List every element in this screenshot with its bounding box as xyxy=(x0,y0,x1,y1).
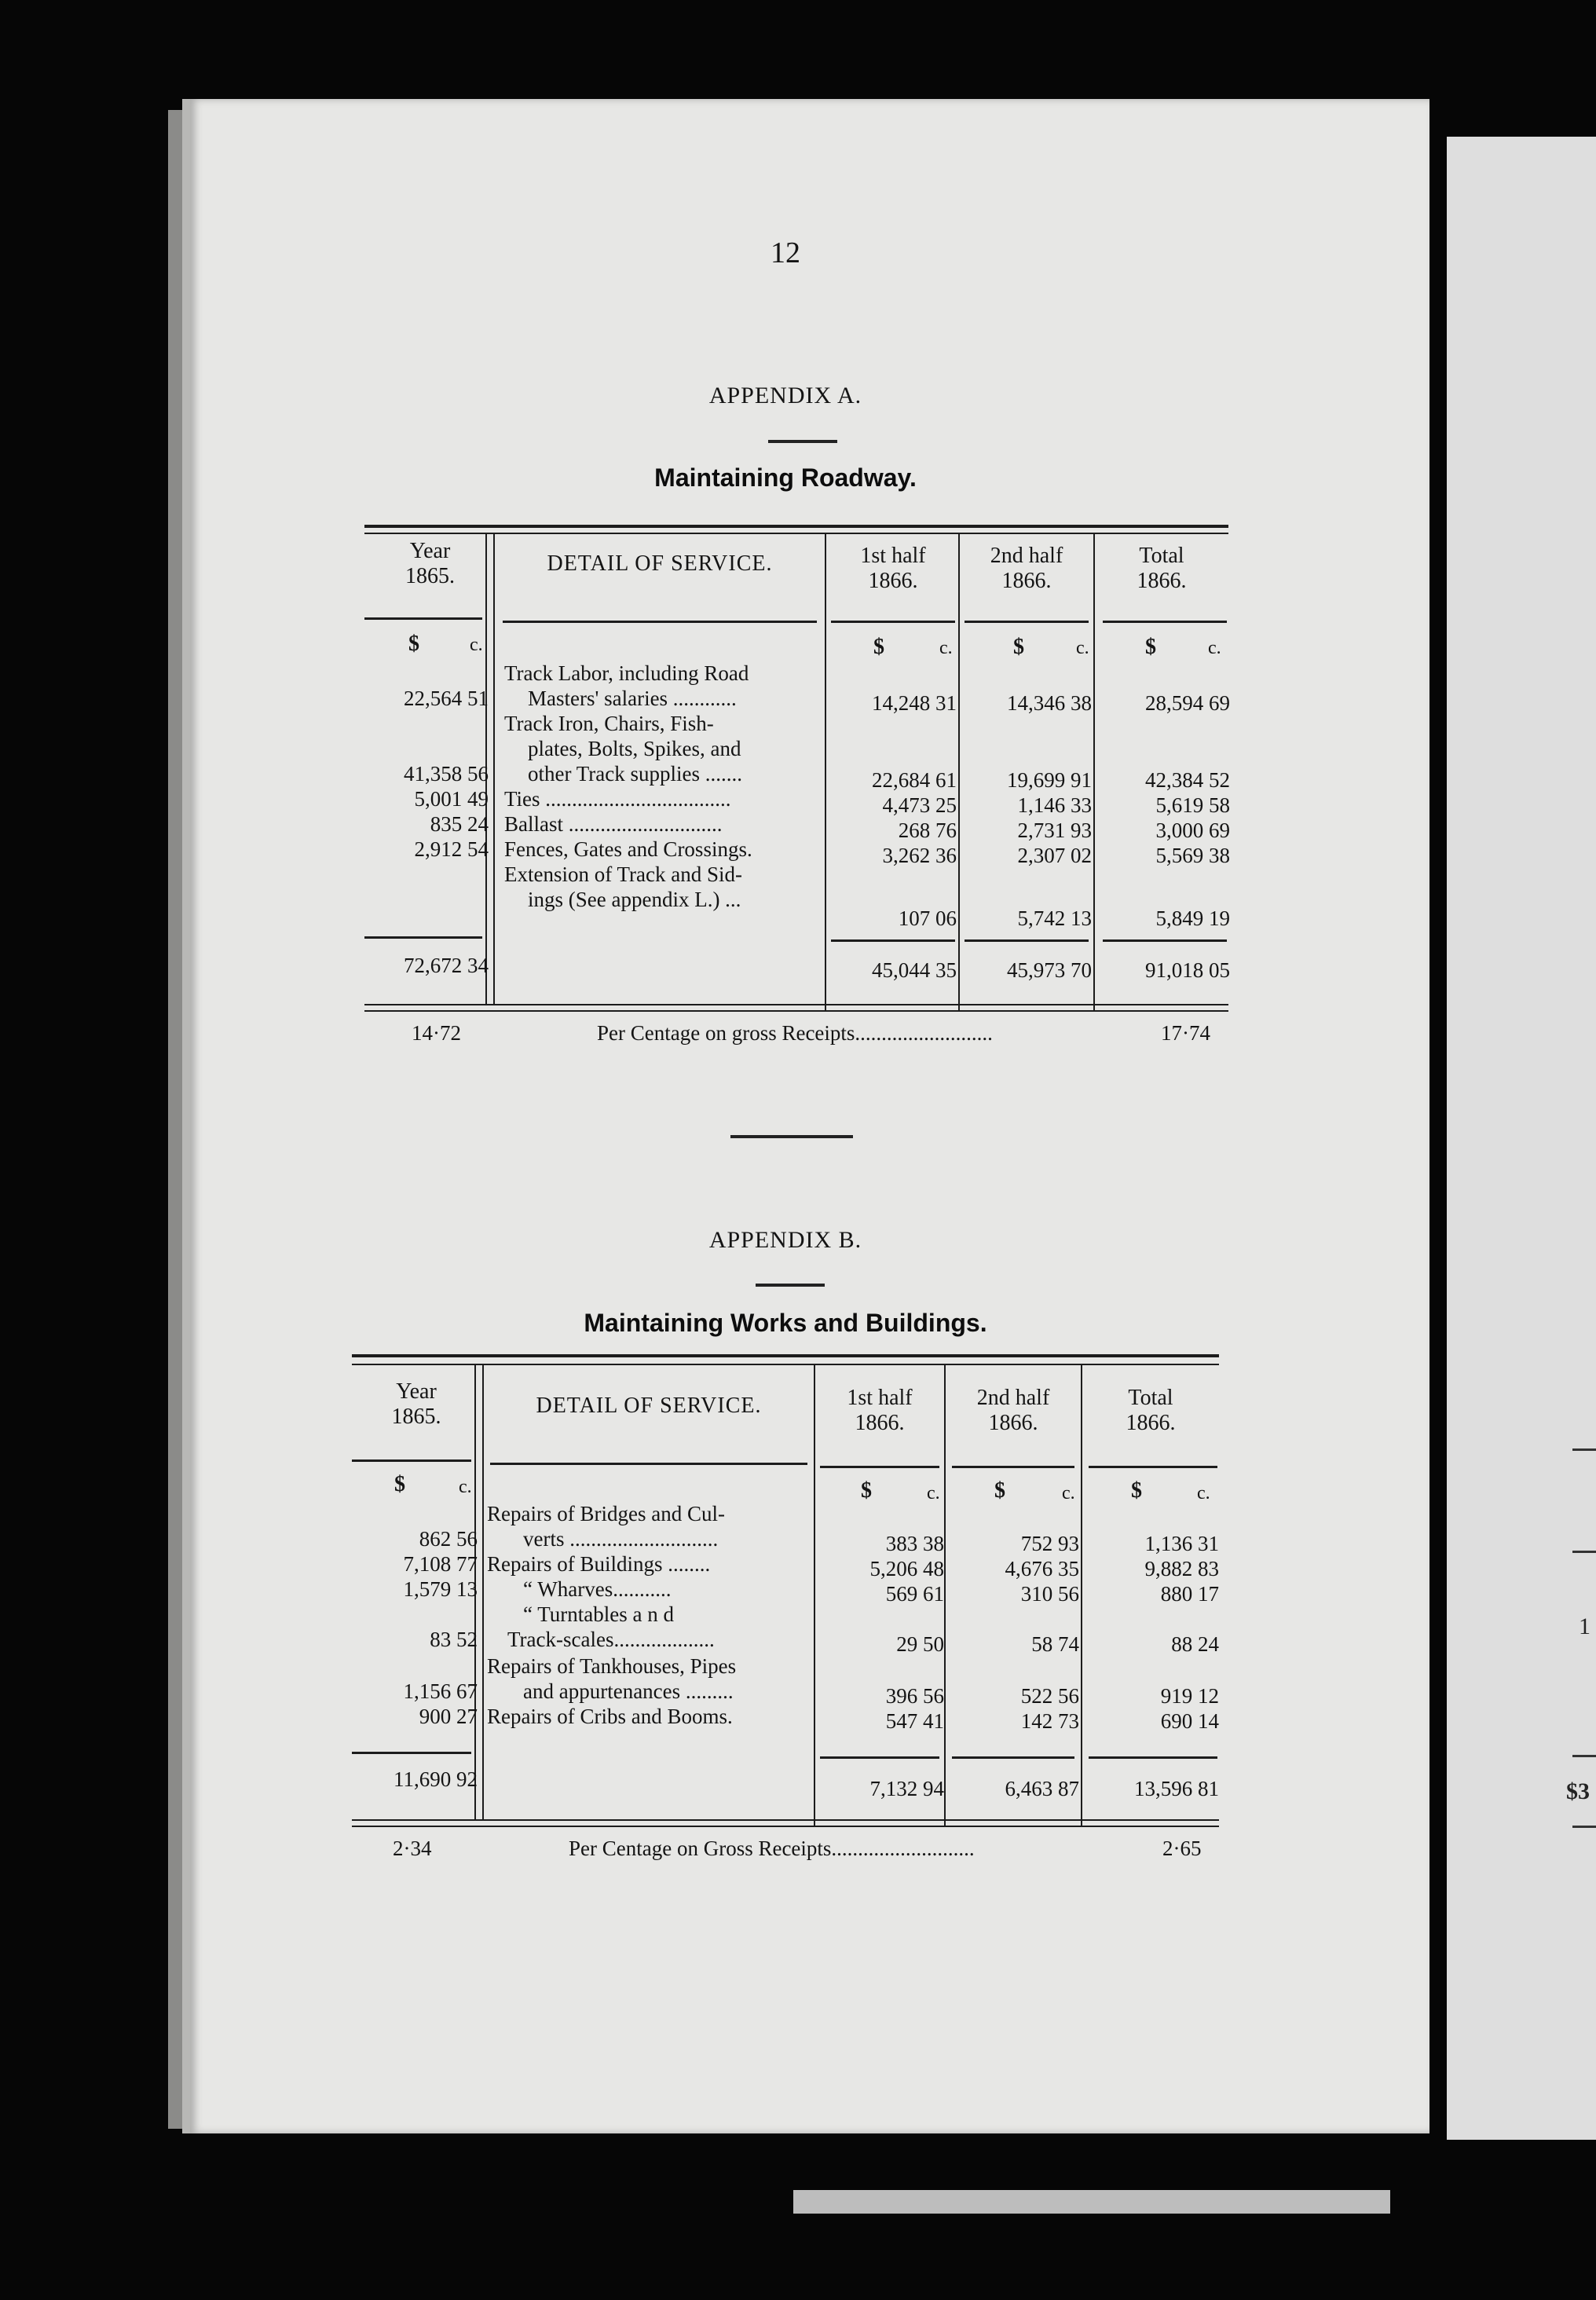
section-divider xyxy=(730,1135,853,1138)
book-edge xyxy=(168,110,182,2129)
percentage-label: Per Centage on gross Receipts.......................... xyxy=(597,1021,993,1045)
year-cell: 41,358 56 xyxy=(404,762,489,786)
first-half-cell: 29 50 xyxy=(896,1632,944,1656)
total-cell: 3,000 69 xyxy=(1155,819,1230,842)
year-cell: 2,912 54 xyxy=(414,837,489,861)
detail-line: and appurtenances ......... xyxy=(523,1679,734,1703)
dollar-unit: $ xyxy=(1145,635,1156,659)
second-half-cell: 2,307 02 xyxy=(1017,844,1092,867)
second-half-cell: 19,699 91 xyxy=(1007,768,1092,792)
first-half-cell: 268 76 xyxy=(898,819,957,842)
year-total: 72,672 34 xyxy=(404,954,489,977)
second-half-cell: 58 74 xyxy=(1031,1632,1079,1656)
cents-unit: c. xyxy=(1197,1483,1210,1503)
dollar-unit: $ xyxy=(873,635,884,659)
year-cell: 1,156 67 xyxy=(403,1679,478,1703)
cents-unit: c. xyxy=(1076,638,1089,658)
dollar-unit: $ xyxy=(1131,1478,1142,1503)
first-half-cell: 107 06 xyxy=(898,906,957,930)
first-half-cell: 383 38 xyxy=(885,1532,944,1555)
dollar-unit: $ xyxy=(861,1478,872,1503)
facing-page-rule xyxy=(1572,1448,1596,1451)
detail-line: Ties ................................... xyxy=(504,787,731,811)
total-cell: 5,849 19 xyxy=(1155,906,1230,930)
total-cell: 5,619 58 xyxy=(1155,793,1230,817)
col-detail-header: DETAIL OF SERVICE. xyxy=(536,1394,762,1418)
appendix-a-title: Maintaining Roadway. xyxy=(654,463,917,492)
second-half-cell: 310 56 xyxy=(1020,1582,1079,1606)
grand-total: 91,018 05 xyxy=(1145,958,1230,982)
detail-line: Ballast ............................. xyxy=(504,812,723,836)
second-half-cell: 5,742 13 xyxy=(1017,906,1092,930)
col-total-header: Total 1866. xyxy=(1137,544,1187,593)
detail-line: plates, Bolts, Spikes, and xyxy=(528,737,741,760)
total-cell: 1,136 31 xyxy=(1144,1532,1219,1555)
dollar-unit: $ xyxy=(994,1478,1005,1503)
detail-line: Track Labor, including Road xyxy=(504,661,749,685)
appendix-b-heading: APPENDIX B. xyxy=(708,1227,862,1253)
percentage-value: 17·74 xyxy=(1161,1021,1210,1045)
second-half-total: 6,463 87 xyxy=(1005,1777,1079,1800)
first-half-cell: 5,206 48 xyxy=(869,1557,944,1580)
second-half-cell: 4,676 35 xyxy=(1005,1557,1079,1580)
appendix-b-title: Maintaining Works and Buildings. xyxy=(584,1309,987,1337)
cents-unit: c. xyxy=(1062,1483,1075,1503)
detail-line: other Track supplies ....... xyxy=(528,762,742,786)
year-percentage: 2·34 xyxy=(393,1837,432,1860)
facing-page-rule xyxy=(1572,1826,1596,1828)
year-cell: 83 52 xyxy=(430,1628,478,1651)
year-cell: 5,001 49 xyxy=(414,787,489,811)
page-stack-edge xyxy=(793,2190,1390,2214)
total-cell: 42,384 52 xyxy=(1145,768,1230,792)
col-second-half-header: 2nd half 1866. xyxy=(990,544,1063,593)
detail-line: Track Iron, Chairs, Fish- xyxy=(504,712,714,735)
col-total-header: Total 1866. xyxy=(1126,1386,1176,1435)
heading-rule xyxy=(768,440,837,443)
detail-line: Track-scales................... xyxy=(507,1628,715,1651)
first-half-cell: 569 61 xyxy=(885,1582,944,1606)
detail-line: “ Wharves........... xyxy=(523,1577,672,1601)
first-half-cell: 4,473 25 xyxy=(882,793,957,817)
year-cell: 1,579 13 xyxy=(403,1577,478,1601)
dollar-unit: $ xyxy=(408,632,419,656)
percentage-label: Per Centage on Gross Receipts........................... xyxy=(569,1837,975,1860)
first-half-cell: 396 56 xyxy=(885,1684,944,1708)
dollar-unit: $ xyxy=(394,1472,405,1496)
second-half-cell: 142 73 xyxy=(1020,1709,1079,1733)
col-detail-header: DETAIL OF SERVICE. xyxy=(547,551,773,576)
first-half-total: 45,044 35 xyxy=(872,958,957,982)
detail-line: Repairs of Buildings ........ xyxy=(487,1552,711,1576)
total-cell: 880 17 xyxy=(1160,1582,1219,1606)
second-half-cell: 1,146 33 xyxy=(1017,793,1092,817)
facing-page xyxy=(1447,137,1596,2140)
year-cell: 22,564 51 xyxy=(404,687,489,710)
first-half-cell: 22,684 61 xyxy=(872,768,957,792)
year-cell: 835 24 xyxy=(430,812,489,836)
first-half-cell: 547 41 xyxy=(885,1709,944,1733)
page-number: 12 xyxy=(771,236,800,269)
year-cell: 900 27 xyxy=(419,1705,478,1728)
facing-page-rule xyxy=(1572,1755,1596,1757)
facing-page-fragment: 1 xyxy=(1579,1613,1591,1639)
heading-rule xyxy=(756,1284,825,1287)
cents-unit: c. xyxy=(470,635,483,655)
total-cell: 690 14 xyxy=(1160,1709,1219,1733)
year-percentage: 14·72 xyxy=(412,1021,461,1045)
col-year-header: Year 1865. xyxy=(391,1379,441,1429)
second-half-cell: 752 93 xyxy=(1020,1532,1079,1555)
total-cell: 5,569 38 xyxy=(1155,844,1230,867)
cents-unit: c. xyxy=(459,1477,472,1497)
total-cell: 919 12 xyxy=(1160,1684,1219,1708)
year-cell: 7,108 77 xyxy=(403,1552,478,1576)
col-first-half-header: 1st half 1866. xyxy=(847,1386,913,1435)
total-cell: 28,594 69 xyxy=(1145,691,1230,715)
facing-page-rule xyxy=(1572,1551,1596,1553)
grand-total: 13,596 81 xyxy=(1134,1777,1219,1800)
second-half-cell: 522 56 xyxy=(1020,1684,1079,1708)
detail-line: Repairs of Bridges and Cul- xyxy=(487,1502,725,1525)
total-cell: 88 24 xyxy=(1171,1632,1219,1656)
second-half-cell: 14,346 38 xyxy=(1007,691,1092,715)
detail-line: Repairs of Cribs and Booms. xyxy=(487,1705,733,1728)
year-cell: 862 56 xyxy=(419,1527,478,1551)
dollar-unit: $ xyxy=(1013,635,1024,659)
detail-line: “ Turntables a n d xyxy=(523,1602,674,1626)
cents-unit: c. xyxy=(1208,638,1221,658)
detail-line: verts ............................ xyxy=(523,1527,719,1551)
first-half-cell: 14,248 31 xyxy=(872,691,957,715)
detail-line: Masters' salaries ............ xyxy=(528,687,737,710)
second-half-total: 45,973 70 xyxy=(1007,958,1092,982)
col-second-half-header: 2nd half 1866. xyxy=(976,1386,1050,1435)
detail-line: ings (See appendix L.) ... xyxy=(528,888,741,911)
cents-unit: c. xyxy=(927,1483,940,1503)
col-year-header: Year 1865. xyxy=(405,539,455,588)
total-cell: 9,882 83 xyxy=(1144,1557,1219,1580)
first-half-cell: 3,262 36 xyxy=(882,844,957,867)
detail-line: Repairs of Tankhouses, Pipes xyxy=(487,1654,737,1678)
facing-page-fragment: $3 xyxy=(1566,1778,1590,1804)
percentage-value: 2·65 xyxy=(1162,1837,1202,1860)
col-first-half-header: 1st half 1866. xyxy=(860,544,926,593)
appendix-a-heading: APPENDIX A. xyxy=(708,383,862,408)
cents-unit: c. xyxy=(939,638,953,658)
detail-line: Extension of Track and Sid- xyxy=(504,862,742,886)
first-half-total: 7,132 94 xyxy=(869,1777,944,1800)
year-total: 11,690 92 xyxy=(394,1767,478,1791)
detail-line: Fences, Gates and Crossings. xyxy=(504,837,752,861)
second-half-cell: 2,731 93 xyxy=(1017,819,1092,842)
